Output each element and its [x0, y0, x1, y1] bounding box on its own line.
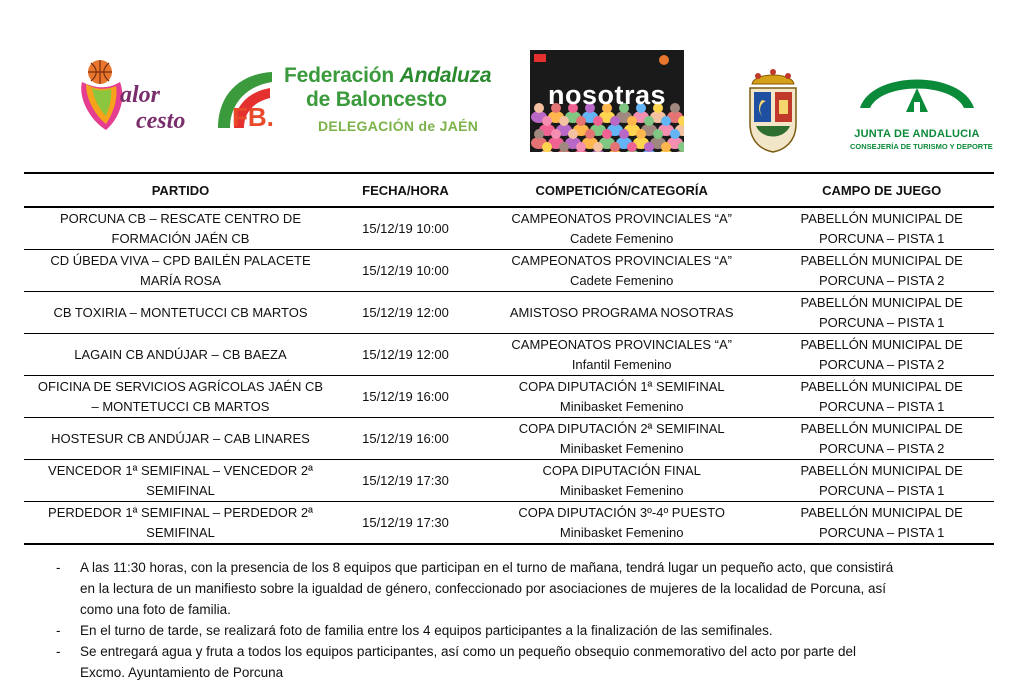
- table-row: [24, 334, 994, 376]
- cell-fecha-hora-line: 15/12/19 12:00: [362, 346, 449, 362]
- table-body: [24, 207, 994, 544]
- note-line: En el turno de tarde, se realizará foto de familia entre los 4 equipos participantes a la finalización de las semifinales.: [80, 623, 773, 638]
- table-row: [24, 207, 994, 250]
- cell-campo: [769, 376, 994, 418]
- cell-fecha-hora-line: 15/12/19 10:00: [362, 220, 449, 236]
- cell-partido-line: SEMIFINAL: [146, 524, 215, 540]
- cell-campo-line: PORCUNA – PISTA 2: [818, 356, 945, 372]
- cell-partido-line: HOSTESUR CB ANDÚJAR – CAB LINARES: [51, 430, 310, 446]
- cell-fecha-hora: [337, 334, 474, 376]
- cell-campo-line: PORCUNA – PISTA 2: [818, 440, 945, 456]
- cell-competicion-line: COPA DIPUTACIÓN FINAL: [542, 462, 701, 478]
- municipal-crest: [744, 66, 802, 154]
- cell-partido-line: LAGAIN CB ANDÚJAR – CB BAEZA: [74, 346, 287, 362]
- federation-delegation: DELEGACIÓN de JAÉN: [318, 118, 479, 134]
- note-line: en la lectura de un manifiesto sobre la igualdad de género, confeccionado por asociaciones de mujeres de la localidad de Porcuna, así: [80, 581, 887, 596]
- cell-partido-line: – MONTETUCCI CB MARTOS: [91, 398, 270, 414]
- cell-fecha-hora: [337, 250, 474, 292]
- cell-competicion-line: Minibasket Femenino: [559, 524, 684, 540]
- cell-campo: [769, 207, 994, 250]
- cell-competicion: [474, 207, 769, 250]
- note-bullet: -: [56, 644, 61, 659]
- cell-competicion-line: Minibasket Femenino: [559, 440, 684, 456]
- cell-fecha-hora-line: 15/12/19 16:00: [362, 388, 449, 404]
- cell-fecha-hora: [337, 418, 474, 460]
- cell-competicion: [474, 250, 769, 292]
- cell-competicion-line: Minibasket Femenino: [559, 398, 684, 414]
- cell-competicion-line: Cadete Femenino: [570, 272, 674, 288]
- cell-partido-line: FORMACIÓN JAÉN CB: [111, 230, 250, 246]
- table-row: [24, 376, 994, 418]
- cell-partido-line: MARÍA ROSA: [140, 272, 221, 288]
- cell-competicion-line: COPA DIPUTACIÓN 1ª SEMIFINAL: [518, 378, 725, 394]
- cell-campo-line: PABELLÓN MUNICIPAL DE: [800, 378, 963, 394]
- cell-partido-line: CB TOXIRIA – MONTETUCCI CB MARTOS: [53, 304, 308, 320]
- table-row: [24, 460, 994, 502]
- cell-campo-line: PABELLÓN MUNICIPAL DE: [800, 294, 963, 310]
- cell-partido: [24, 376, 337, 418]
- cell-competicion: [474, 292, 769, 334]
- cell-campo-line: PORCUNA – PISTA 2: [818, 272, 945, 288]
- cell-fecha-hora-line: 15/12/19 17:30: [362, 514, 449, 530]
- logo-strip: [0, 0, 1024, 165]
- cell-competicion-line: AMISTOSO PROGRAMA NOSOTRAS: [509, 304, 734, 320]
- cell-fecha-hora-line: 15/12/19 16:00: [362, 430, 449, 446]
- cell-fecha-hora: [337, 376, 474, 418]
- cell-fecha-hora-line: 15/12/19 10:00: [362, 262, 449, 278]
- cell-competicion-line: CAMPEONATOS PROVINCIALES “A”: [511, 336, 732, 352]
- cell-campo: [769, 502, 994, 545]
- cell-partido: [24, 502, 337, 545]
- valor-line2: cesto: [136, 108, 186, 134]
- cell-campo: [769, 292, 994, 334]
- cell-competicion: [474, 502, 769, 545]
- cell-campo: [769, 418, 994, 460]
- note-line: Excmo. Ayuntamiento de Porcuna: [80, 665, 284, 680]
- cell-fecha-hora-line: 15/12/19 12:00: [362, 304, 449, 320]
- cell-campo-line: PABELLÓN MUNICIPAL DE: [800, 504, 963, 520]
- cell-campo-line: PABELLÓN MUNICIPAL DE: [800, 210, 963, 226]
- header-campo: CAMPO DE JUEGO: [769, 173, 994, 207]
- cell-campo-line: PORCUNA – PISTA 1: [818, 398, 945, 414]
- cell-competicion-line: CAMPEONATOS PROVINCIALES “A”: [511, 252, 732, 268]
- table-row: [24, 250, 994, 292]
- table-row: [24, 418, 994, 460]
- cell-partido-line: PORCUNA CB – RESCATE CENTRO DE: [59, 210, 301, 226]
- cell-campo-line: PORCUNA – PISTA 1: [818, 482, 945, 498]
- cell-campo-line: PABELLÓN MUNICIPAL DE: [800, 420, 963, 436]
- cell-campo-line: PORCUNA – PISTA 1: [818, 230, 945, 246]
- header-fecha-hora: FECHA/HORA: [337, 173, 474, 207]
- cell-campo: [769, 334, 994, 376]
- cell-campo-line: PORCUNA – PISTA 1: [818, 314, 945, 330]
- junta-subtitle: CONSEJERÍA DE TURISMO Y DEPORTE: [850, 142, 993, 151]
- cell-fecha-hora: [337, 207, 474, 250]
- cell-partido-line: PERDEDOR 1ª SEMIFINAL – PERDEDOR 2ª: [48, 504, 313, 520]
- note-item: [56, 557, 986, 620]
- poster-title: nosotras: [547, 80, 667, 110]
- cell-campo-line: PABELLÓN MUNICIPAL DE: [800, 462, 963, 478]
- header-competicion: COMPETICIÓN/CATEGORÍA: [474, 173, 769, 207]
- cell-fecha-hora-line: 15/12/19 17:30: [362, 472, 449, 488]
- cell-competicion-line: Cadete Femenino: [570, 230, 674, 246]
- cell-partido: [24, 418, 337, 460]
- valor-cesto-logo: [76, 58, 204, 134]
- cell-partido-line: VENCEDOR 1ª SEMIFINAL – VENCEDOR 2ª: [48, 462, 313, 478]
- cell-competicion: [474, 334, 769, 376]
- cell-competicion: [474, 460, 769, 502]
- note-line: Se entregará agua y fruta a todos los equipos participantes, así como un pequeño obsequio conmemorativo del acto por parte del: [80, 644, 856, 659]
- cell-competicion: [474, 418, 769, 460]
- note-line: A las 11:30 horas, con la presencia de los 8 equipos que participan en el turno de mañana, tendrá lugar un pequeño acto, que consistirá: [80, 560, 894, 575]
- note-bullet: -: [56, 623, 61, 638]
- cell-campo-line: PABELLÓN MUNICIPAL DE: [800, 252, 963, 268]
- notes-list: [56, 557, 986, 683]
- cell-partido: [24, 334, 337, 376]
- cell-campo-line: PORCUNA – PISTA 1: [818, 524, 945, 540]
- cell-fecha-hora: [337, 460, 474, 502]
- cell-competicion-line: CAMPEONATOS PROVINCIALES “A”: [511, 210, 732, 226]
- cell-competicion: [474, 376, 769, 418]
- cell-partido: [24, 292, 337, 334]
- cell-campo: [769, 250, 994, 292]
- junta-name: JUNTA DE ANDALUCIA: [854, 128, 980, 140]
- federation-name: [284, 64, 504, 134]
- table-header-row: [24, 173, 994, 207]
- table-row: [24, 502, 994, 545]
- cell-campo: [769, 460, 994, 502]
- nosotras-poster: [530, 50, 684, 152]
- note-bullet: -: [56, 560, 61, 575]
- cell-partido: [24, 250, 337, 292]
- note-item: [56, 641, 986, 683]
- note-line: como una foto de familia.: [80, 602, 231, 617]
- cell-competicion-line: Minibasket Femenino: [559, 482, 684, 498]
- cell-competicion-line: COPA DIPUTACIÓN 2ª SEMIFINAL: [518, 420, 725, 436]
- cell-partido-line: OFICINA DE SERVICIOS AGRÍCOLAS JAÉN CB: [37, 378, 324, 394]
- fab-mark-letters: FB.: [232, 102, 274, 130]
- federation-line2: de Baloncesto: [306, 88, 447, 111]
- match-schedule-table: [24, 172, 994, 545]
- table-row: [24, 292, 994, 334]
- fab-mark-logo: [214, 68, 278, 130]
- cell-competicion-line: COPA DIPUTACIÓN 3º-4º PUESTO: [518, 504, 726, 520]
- cell-fecha-hora: [337, 292, 474, 334]
- cell-campo-line: PABELLÓN MUNICIPAL DE: [800, 336, 963, 352]
- cell-partido-line: SEMIFINAL: [146, 482, 215, 498]
- cell-partido: [24, 460, 337, 502]
- note-item: [56, 620, 986, 641]
- junta-andalucia-logo: [850, 62, 993, 152]
- cell-partido: [24, 207, 337, 250]
- header-partido: PARTIDO: [24, 173, 337, 207]
- federation-line1: Federación Andaluza: [284, 64, 492, 87]
- cell-competicion-line: Infantil Femenino: [571, 356, 672, 372]
- cell-fecha-hora: [337, 502, 474, 545]
- cell-partido-line: CD ÚBEDA VIVA – CPD BAILÉN PALACETE: [50, 252, 311, 268]
- valor-line1: alor: [120, 82, 161, 108]
